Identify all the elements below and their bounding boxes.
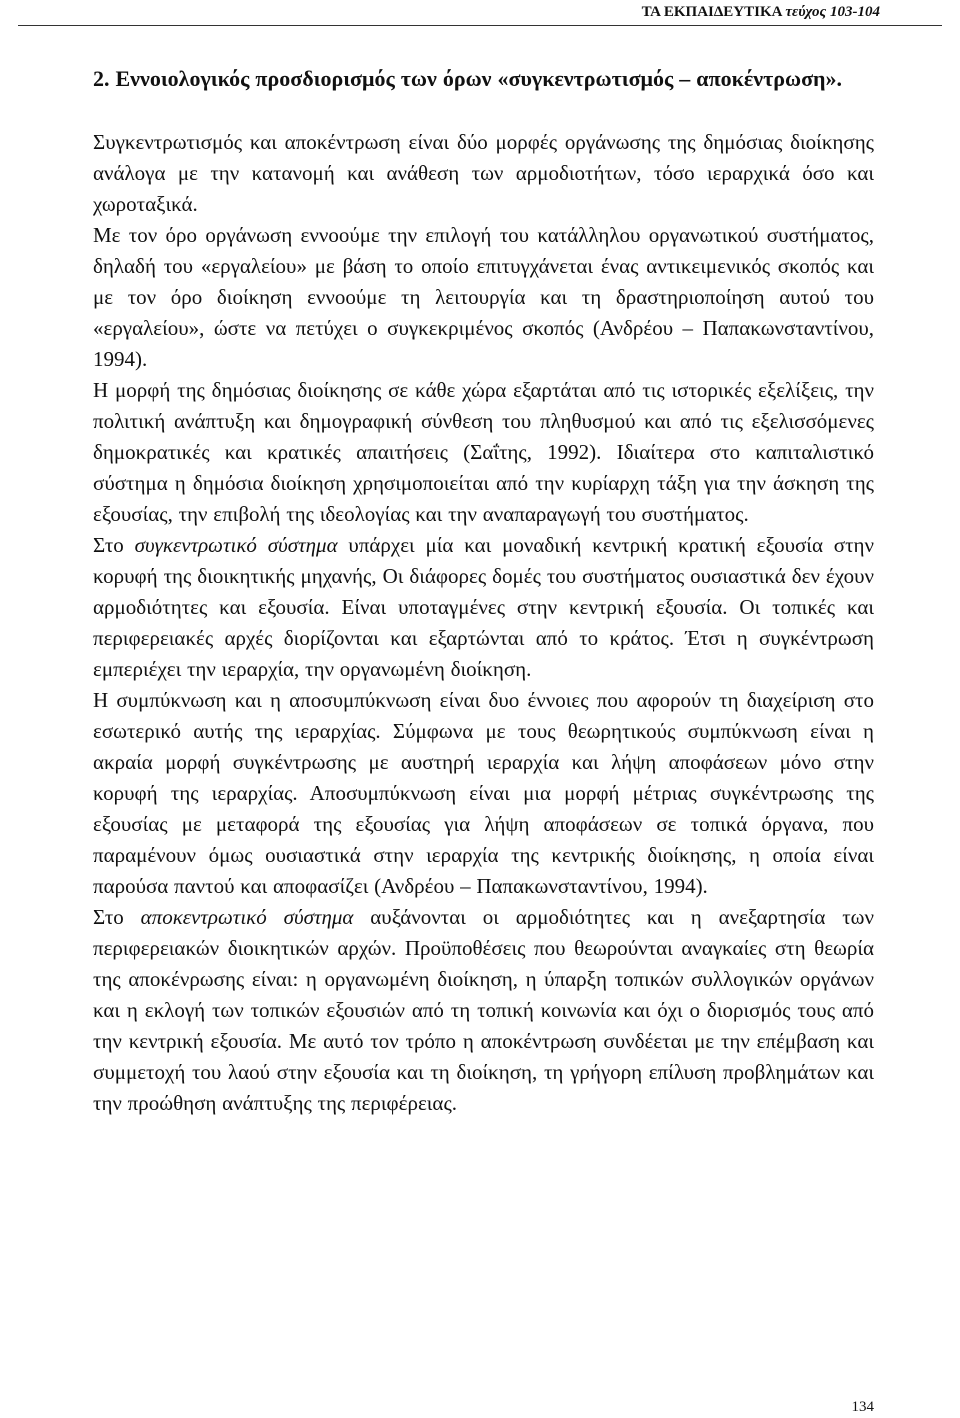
header-rule: [18, 25, 942, 26]
paragraph-4-term: συγκεντρωτικό σύστημα: [134, 533, 338, 557]
paragraph-6: [93, 902, 874, 1119]
paragraph-4-body: υπάρχει μία και μοναδική κεντρική κρατική εξουσία στην κορυφή της διοικητικής μηχανής, Οι διάφορες δομές του συστήματος ουσιαστικά δεν έχουν αρμοδιότητες και εξουσία. Είναι υποταγμένες στην κεντρική εξουσία. Οι τοπικές και περιφερειακές αρχές διορίζονται και εξαρτώνται από το κράτος. Έτσι η συγκέντρωση εμπεριέχει την ιεραρχία, την οργανωμένη διοίκηση.: [93, 533, 875, 681]
paragraph-1: Συγκεντρωτισμός και αποκέντρωση είναι δύο μορφές οργάνωσης της δημόσιας διοίκησης ανάλογα με την κατανομή και ανάθεση των αρμοδιοτήτων, τόσο ιεραρχικά όσο και χωροταξικά.: [93, 130, 874, 216]
running-header: [642, 2, 880, 22]
paragraph-4: [93, 530, 874, 685]
paragraph-2: Με τον όρο οργάνωση εννοούμε την επιλογή του κατάλληλου οργανωτικού συστήματος, δηλαδή του «εργαλείου» με βάση το οποίο επιτυγχάνεται ένας αντικειμενικός σκοπός και με τον όρο διοίκηση εννοούμε τη λειτουργία και τη δραστηριοποίηση αυτού του «εργαλείου», ώστε να πετύχει ο συγκεκριμένος σκοπός (Ανδρέου – Παπακωνσταντίνου, 1994).: [93, 223, 874, 371]
section-title: Εννοιολογικός προσδιορισμός των όρων «συγκεντρωτισμός – αποκέντρωση».: [115, 66, 843, 91]
page-number: 134: [851, 1399, 874, 1415]
paragraph-6-body: αυξάνονται οι αρμοδιότητες και η ανεξαρτησία των περιφερειακών διοικητικών αρχών. Προϋποθέσεις που θεωρούνται αναγκαίες στη θεωρία της αποκένρωσης είναι: η οργανωμένη διοίκηση, η ύπαρξη τοπικών συλλογικών οργάνων και η εκλογή των τοπικών εξουσιών από τη τοπική κοινωνία και όχι ο διορισμός τους από την κεντρική εξουσία. Με αυτό τον τρόπο η αποκέντρωση συνδέεται με την επέμβαση και συμμετοχή του λαού στην εξουσία και τη διοίκηση, τη γρήγορη επίλυση προβλημάτων και την προώθηση ανάπτυξης της περιφέρειας.: [93, 905, 875, 1115]
paragraph-3: Η μορφή της δημόσιας διοίκησης σε κάθε χώρα εξαρτάται από τις ιστορικές εξελίξεις, την πολιτική ανάπτυξη και δημογραφική σύνθεση του πληθυσμού και από τις εξελισσόμενες δημοκρατικές και κρατικές απαιτήσεις (Σαΐτης, 1992). Ιδιαίτερα στο καπιταλιστικό σύστημα η δημόσια διοίκηση χρησιμοποιείται από την κυρίαρχη τάξη για την άσκηση της εξουσίας, την επιβολή της ιδεολογίας και την αναπαραγωγή του συστήματος.: [93, 378, 874, 526]
journal-title: ΤΑ ΕΚΠΑΙΔΕΥΤΙΚΑ: [641, 4, 782, 20]
section-number: 2.: [93, 66, 110, 91]
issue-number: τεύχος 103-104: [785, 4, 880, 20]
page-body: [93, 63, 874, 1119]
paragraph-4-lead: Στο: [93, 533, 124, 557]
paragraph-5: Η συμπύκνωση και η αποσυμπύκνωση είναι δυο έννοιες που αφορούν τη διαχείριση στο εσωτερικό αυτής της ιεραρχίας. Σύμφωνα με τους θεωρητικούς συμπύκνωση είναι η ακραία μορφή συγκέντρωσης με αυστηρή ιεραρχία και λήψη αποφάσεων μόνο στην κορυφή της ιεραρχίας. Αποσυμπύκνωση είναι μια μορφή μέτριας συγκέντρωσης της εξουσίας με μεταφορά της εξουσίας για λήψη αποφάσεων σε τοπικά όργανα, που παραμένουν όμως ουσιαστικά στην ιεραρχία της κεντρικής διοίκησης, η οποία είναι παρούσα παντού και αποφασίζει (Ανδρέου – Παπακωνσταντίνου, 1994).: [93, 688, 874, 898]
paragraph-6-lead: Στο: [93, 905, 124, 929]
paragraph-6-term: αποκεντρωτικό σύστημα: [140, 905, 354, 929]
section-heading: [93, 63, 874, 94]
